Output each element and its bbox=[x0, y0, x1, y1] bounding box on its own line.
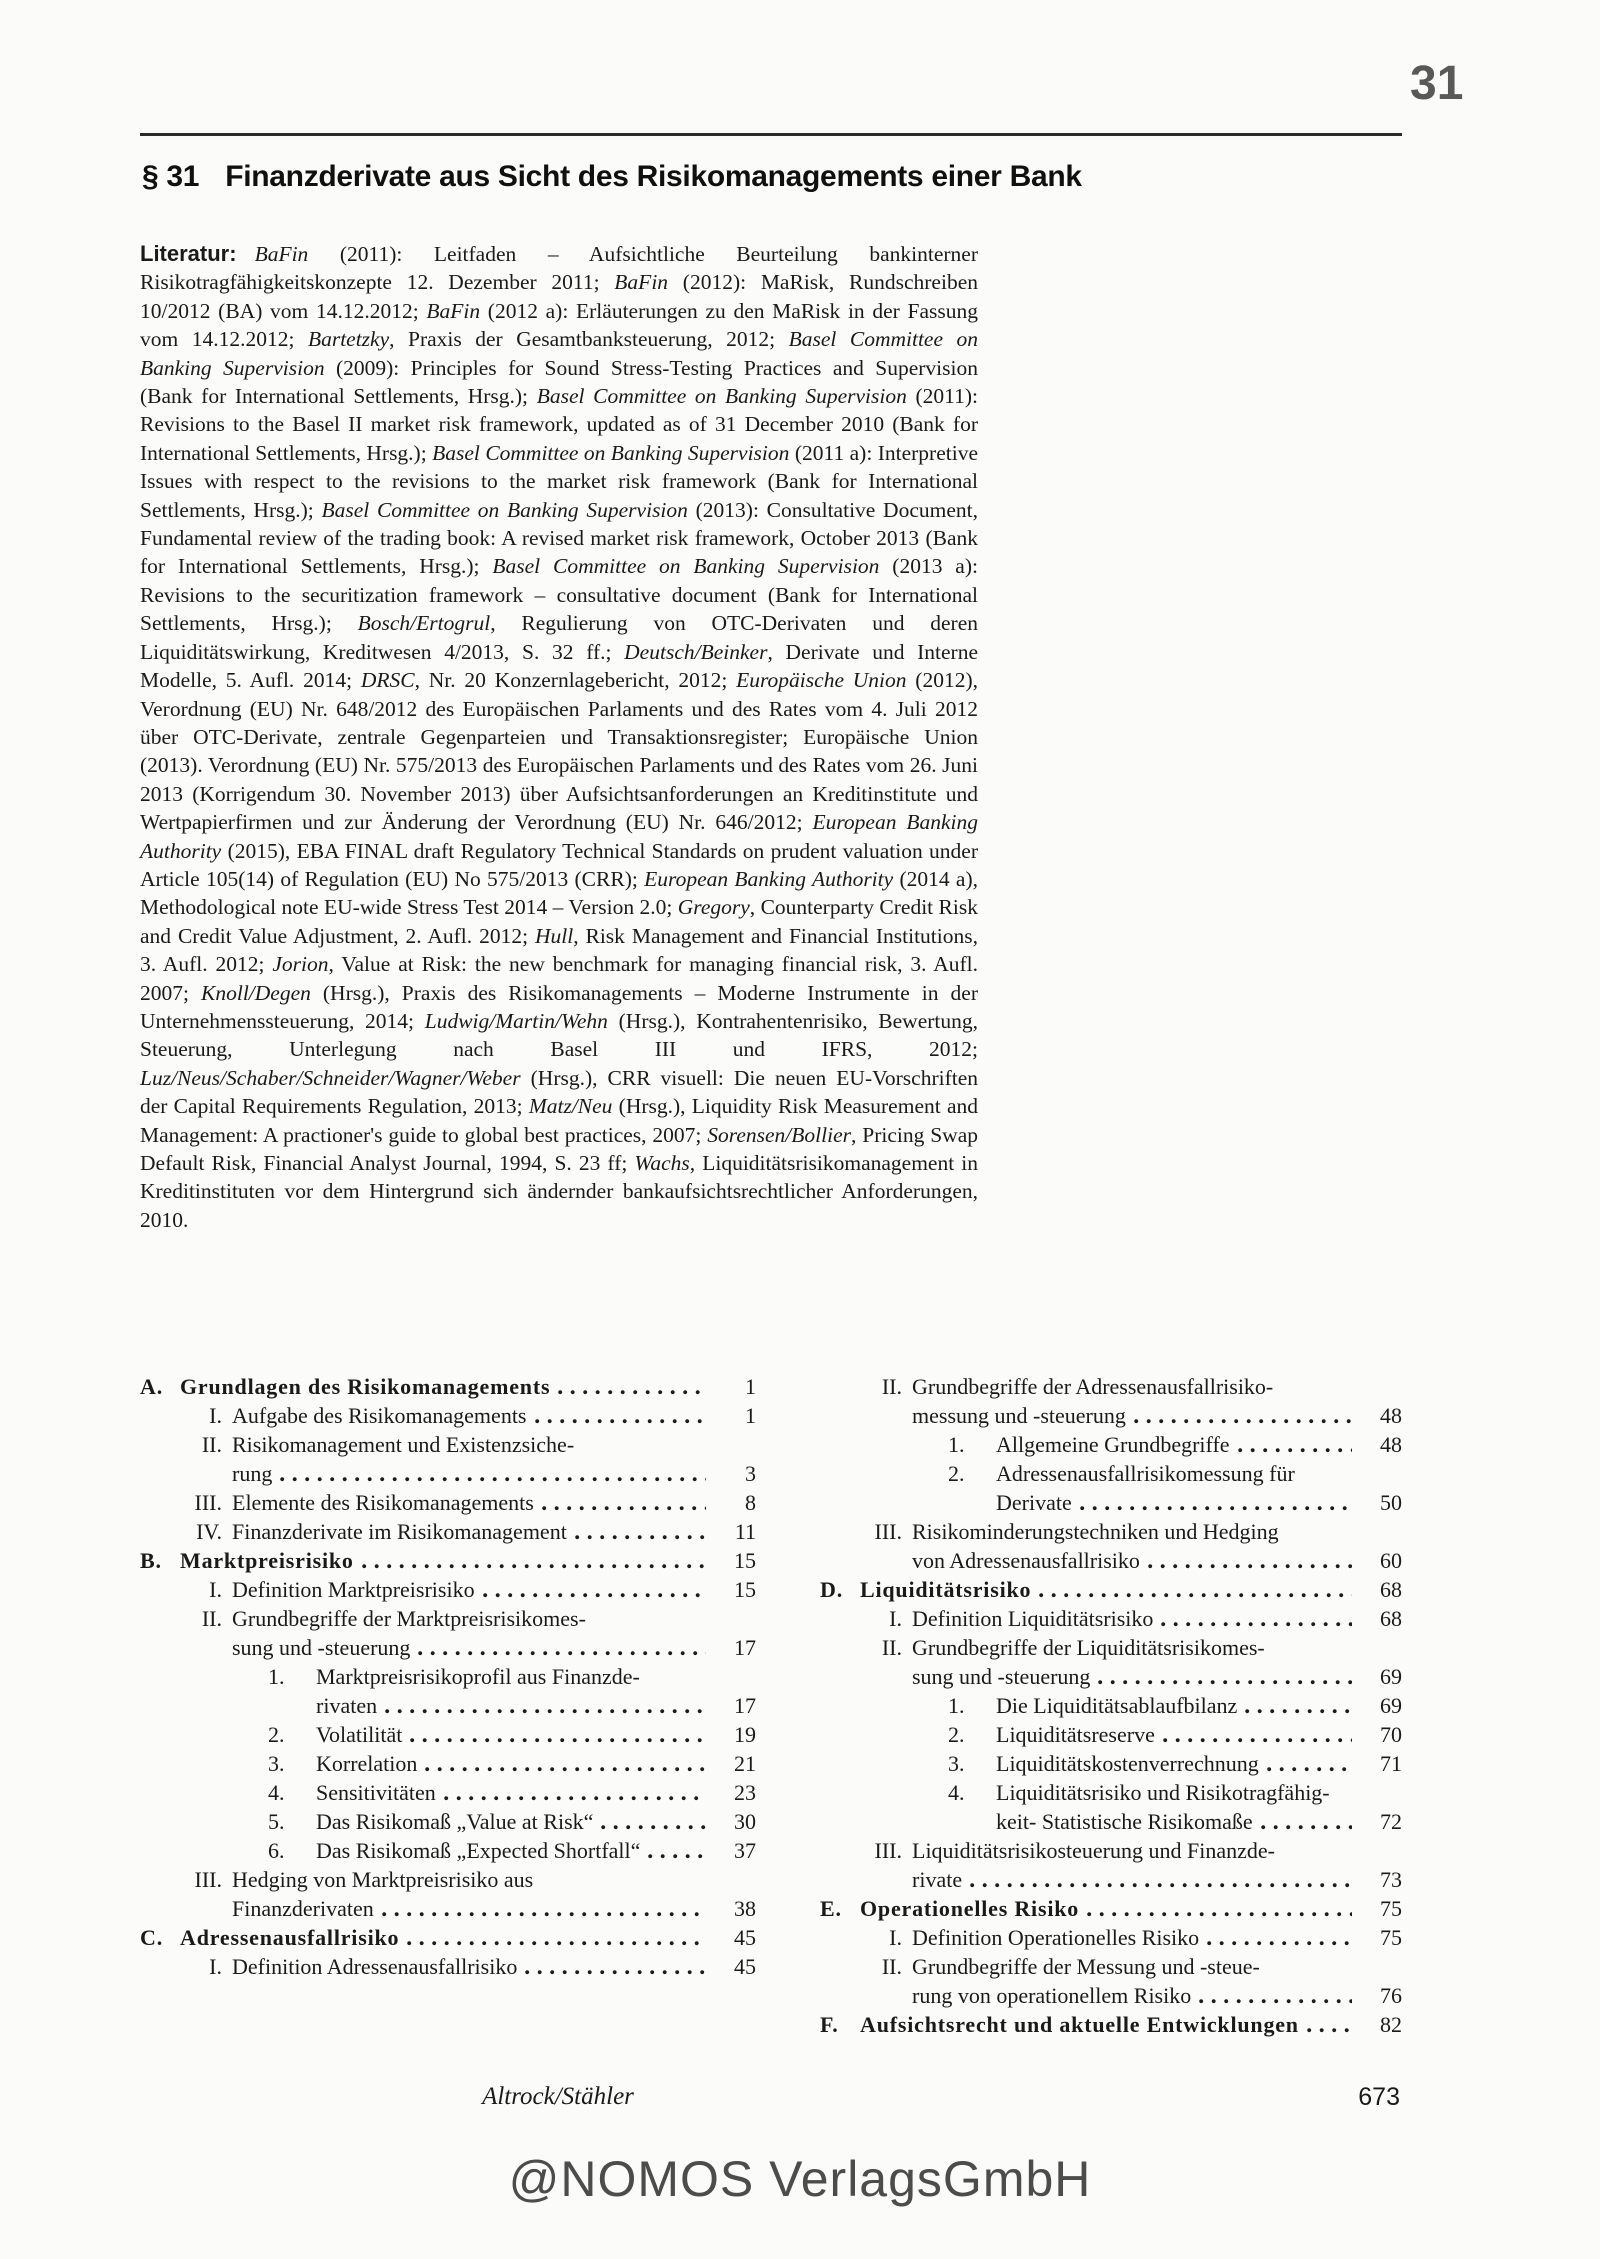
literature-segment: , Value at Risk: the new benchmark for managing financial risk, 3. Aufl. 2007; bbox=[140, 952, 978, 1005]
toc-line bbox=[820, 1894, 1402, 1923]
literature-segment: (2011 a): Interpretive Issues with respect to the revisions to the market risk framework (Bank for International Settlements, Hrsg.); bbox=[140, 440, 978, 522]
toc-entry bbox=[820, 2010, 1402, 2039]
literature-segment: Bartetzky bbox=[307, 327, 390, 352]
literature-segment: , Regulierung von OTC-Derivaten und deren Liquiditätswirkung, Kreditwesen 4/2013, S. 32 ff.; bbox=[140, 611, 978, 664]
literature-segment: Basel Committee on Banking Supervision bbox=[492, 554, 880, 579]
toc-leader-dots bbox=[379, 1691, 708, 1720]
toc-page-number: 60 bbox=[1380, 1548, 1402, 1573]
toc-leader-dots bbox=[1142, 1546, 1354, 1575]
toc-label: rung bbox=[232, 1461, 273, 1486]
toc-entry bbox=[820, 1633, 1402, 1691]
toc-marker: 6. bbox=[268, 1838, 285, 1863]
toc-marker: A. bbox=[140, 1374, 163, 1399]
toc-line bbox=[140, 1691, 756, 1720]
toc-leader-dots bbox=[519, 1952, 708, 1981]
toc-page-number: 21 bbox=[734, 1751, 756, 1776]
toc-marker bbox=[820, 1662, 912, 1691]
toc-leader-dots bbox=[356, 1546, 708, 1575]
table-of-contents bbox=[140, 1372, 1402, 2039]
literature-label: Literatur: bbox=[140, 241, 237, 266]
toc-marker: D. bbox=[820, 1577, 843, 1602]
toc-leader-dots bbox=[1155, 1604, 1354, 1633]
toc-marker: I. bbox=[209, 1577, 222, 1602]
toc-left-column bbox=[140, 1372, 756, 2039]
toc-label: Marktpreisrisiko bbox=[180, 1548, 354, 1573]
toc-entry bbox=[820, 1836, 1402, 1894]
toc-line bbox=[140, 1459, 756, 1488]
toc-line bbox=[820, 1778, 1402, 1807]
toc-line bbox=[820, 1691, 1402, 1720]
toc-entry bbox=[140, 1546, 756, 1575]
literature-segment: (Hrsg.), Kontrahentenrisiko, Bewertung, Steuerung, Unterlegung nach Basel III und IFRS, 2012; bbox=[140, 1008, 979, 1062]
toc-entry bbox=[820, 1372, 1402, 1430]
toc-label: messung und -steuerung bbox=[912, 1403, 1126, 1428]
toc-entry bbox=[820, 1430, 1402, 1459]
toc-label: Risikominderungstechniken und Hedging bbox=[912, 1519, 1279, 1544]
literature-segment: (2012), Verordnung (EU) Nr. 648/2012 des Europäischen Parlaments und des Rates vom 4. Juli 2012 über OTC-Derivate, zentrale Gegenparteien und Transaktionsregister; Europäische Union (2013). Verordnung (EU) Nr. 575/2013 des Europäischen Parlaments und des Rates vom 26. Juni 2013 (Korrigendum 30. November 2013) über Aufsichtsanforderungen an Kreditinstitute und Wertpapierfirmen und zur Änderung der Verordnung (EU) Nr. 646/2012; bbox=[140, 668, 978, 835]
toc-line bbox=[820, 1865, 1402, 1894]
toc-marker: 4. bbox=[268, 1780, 285, 1805]
toc-line bbox=[820, 1401, 1402, 1430]
toc-label: Liquiditätskostenverrechnung bbox=[996, 1751, 1259, 1776]
toc-leader-dots bbox=[569, 1517, 708, 1546]
toc-label: Marktpreisrisikoprofil aus Finanzde- bbox=[316, 1664, 640, 1689]
toc-leader-dots bbox=[1261, 1749, 1354, 1778]
literature-segment: BaFin bbox=[614, 270, 669, 295]
toc-label: Liquiditätsrisiko bbox=[860, 1577, 1032, 1602]
toc-line bbox=[820, 1517, 1402, 1546]
footer-authors: Altrock/Stähler bbox=[482, 2083, 634, 2110]
toc-label: Definition Marktpreisrisiko bbox=[232, 1577, 475, 1602]
toc-leader-dots bbox=[1092, 1662, 1354, 1691]
toc-marker: I. bbox=[209, 1954, 222, 1979]
toc-label: Das Risikomaß „Expected Shortfall“ bbox=[316, 1838, 641, 1863]
toc-right-column bbox=[820, 1372, 1402, 2039]
toc-line bbox=[820, 1836, 1402, 1865]
toc-marker: 3. bbox=[268, 1751, 285, 1776]
literature-segment: , Liquiditätsrisikomanagement in Kreditinstituten vor dem Hintergrund sich ändernder bankaufsichtsrechtlicher Anforderungen, 2010. bbox=[140, 1151, 978, 1232]
toc-line bbox=[140, 1430, 756, 1459]
literature-segment: European Banking Authority bbox=[644, 866, 894, 891]
toc-entry bbox=[820, 1575, 1402, 1604]
toc-leader-dots bbox=[1081, 1894, 1354, 1923]
toc-marker bbox=[268, 1691, 316, 1720]
toc-entry bbox=[820, 1894, 1402, 1923]
toc-page-number: 50 bbox=[1380, 1490, 1402, 1515]
toc-line bbox=[820, 1749, 1402, 1778]
toc-entry bbox=[820, 1778, 1402, 1836]
toc-page-number: 23 bbox=[734, 1780, 756, 1805]
toc-line bbox=[820, 1662, 1402, 1691]
toc-line bbox=[820, 1952, 1402, 1981]
toc-leader-dots bbox=[1232, 1430, 1354, 1459]
toc-label: Definition Operationelles Risiko bbox=[912, 1925, 1200, 1950]
toc-label: Aufgabe des Risikomanagements bbox=[232, 1403, 527, 1428]
toc-entry bbox=[140, 1778, 756, 1807]
toc-marker: III. bbox=[194, 1867, 222, 1892]
literature-segment: (2013): Consultative Document, Fundamental review of the trading book: A revised market risk framework, October 2013 (Bank for International Settlements, Hrsg.); bbox=[140, 497, 978, 579]
toc-marker: F. bbox=[820, 2012, 839, 2037]
toc-marker: 2. bbox=[948, 1722, 965, 1747]
toc-line bbox=[820, 1546, 1402, 1575]
toc-label: Liquiditätsreserve bbox=[996, 1722, 1155, 1747]
literature-segment: Europäische Union bbox=[736, 668, 907, 693]
literature-segment: Wachs bbox=[634, 1151, 690, 1175]
toc-line bbox=[140, 1807, 756, 1836]
toc-entry bbox=[820, 1923, 1402, 1952]
literature-segment: (Hrsg.), Liquidity Risk Measurement and Management: A practioner's guide to global best practices, 2007; bbox=[140, 1094, 978, 1147]
literature-segment: (2011): Revisions to the Basel II market risk framework, updated as of 31 December 2010 (Bank for International Settlements, Hrsg.); bbox=[140, 384, 978, 465]
literature-segment: (Hrsg.), CRR visuell: Die neuen EU-Vorschriften der Capital Requirements Regulation, 2013; bbox=[140, 1065, 978, 1119]
toc-page-number: 73 bbox=[1380, 1867, 1402, 1892]
toc-leader-dots bbox=[1128, 1401, 1354, 1430]
toc-label: Risikomanagement und Existenzsiche- bbox=[232, 1432, 575, 1457]
toc-label: von Adressenausfallrisiko bbox=[912, 1548, 1140, 1573]
toc-page-number: 38 bbox=[734, 1896, 756, 1921]
toc-line bbox=[820, 1981, 1402, 2010]
toc-entry bbox=[820, 1604, 1402, 1633]
toc-label: Allgemeine Grundbegriffe bbox=[996, 1432, 1230, 1457]
toc-leader-dots bbox=[595, 1807, 708, 1836]
toc-line bbox=[140, 1865, 756, 1894]
toc-line bbox=[820, 1372, 1402, 1401]
toc-label: Grundbegriffe der Adressenausfallrisiko- bbox=[912, 1374, 1274, 1399]
toc-leader-dots bbox=[642, 1836, 708, 1865]
literature-segment: BaFin bbox=[426, 298, 481, 323]
toc-line bbox=[140, 1662, 756, 1691]
literature-segment: Ludwig/Martin/Wehn bbox=[424, 1008, 608, 1033]
section-mark: § 31 bbox=[142, 160, 200, 193]
toc-marker bbox=[948, 1488, 996, 1517]
literature-segment: DRSC bbox=[360, 668, 415, 693]
toc-marker bbox=[820, 1546, 912, 1575]
literature-segment: , Praxis der Gesamtbanksteuerung, 2012; bbox=[389, 327, 789, 352]
toc-label: Grundlagen des Risikomanagements bbox=[180, 1374, 551, 1399]
toc-line bbox=[140, 1633, 756, 1662]
toc-label: Hedging von Marktpreisrisiko aus bbox=[232, 1867, 534, 1892]
toc-line bbox=[140, 1749, 756, 1778]
toc-label: Finanzderivate im Risikomanagement bbox=[232, 1519, 567, 1544]
toc-label: Aufsichtsrecht und aktuelle Entwicklungen bbox=[860, 2012, 1299, 2037]
toc-marker: C. bbox=[140, 1925, 163, 1950]
toc-page-number: 11 bbox=[734, 1519, 756, 1544]
toc-entry bbox=[820, 1459, 1402, 1517]
toc-line bbox=[820, 1807, 1402, 1836]
toc-entry bbox=[140, 1662, 756, 1720]
toc-marker: II. bbox=[201, 1606, 222, 1631]
toc-label: Elemente des Risikomanagements bbox=[232, 1490, 534, 1515]
toc-page-number: 1 bbox=[745, 1374, 756, 1399]
section-title: Finanzderivate aus Sicht des Risikomanagements einer Bank bbox=[225, 160, 1082, 193]
toc-line bbox=[140, 1401, 756, 1430]
toc-line bbox=[140, 1952, 756, 1981]
toc-marker: II. bbox=[881, 1954, 902, 1979]
toc-line bbox=[140, 1894, 756, 1923]
toc-entry bbox=[140, 1923, 756, 1952]
toc-page-number: 69 bbox=[1380, 1664, 1402, 1689]
toc-line bbox=[820, 1430, 1402, 1459]
toc-page-number: 76 bbox=[1380, 1983, 1402, 2008]
literature-segment: , Derivate und Interne Modelle, 5. Aufl. 2014; bbox=[140, 639, 978, 693]
toc-label: keit- Statistische Risikomaße bbox=[996, 1809, 1253, 1834]
literature-segment: (2012): MaRisk, Rundschreiben 10/2012 (BA) vom 14.12.2012; bbox=[140, 270, 978, 323]
literature-segment: (2011): Leitfaden – Aufsichtliche Beurteilung bankinterner Risikotragfähigkeitskonzepte 12. Dezember 2011; bbox=[140, 242, 978, 295]
toc-marker: II. bbox=[881, 1374, 902, 1399]
toc-line bbox=[140, 1546, 756, 1575]
toc-marker: II. bbox=[201, 1432, 222, 1457]
toc-marker: II. bbox=[881, 1635, 902, 1660]
toc-line bbox=[820, 1575, 1402, 1604]
literature-segment: , Counterparty Credit Risk and Credit Value Adjustment, 2. Aufl. 2012; bbox=[140, 895, 978, 948]
literature-segment: , Pricing Swap Default Risk, Financial Analyst Journal, 1994, S. 23 ff; bbox=[140, 1122, 978, 1175]
toc-marker: 5. bbox=[268, 1809, 285, 1834]
toc-entry bbox=[140, 1952, 756, 1981]
literature-segment: Basel Committee on Banking Supervision bbox=[432, 440, 790, 465]
toc-marker: 1. bbox=[948, 1693, 965, 1718]
literature-segment: Basel Committee on Banking Supervision bbox=[536, 384, 907, 409]
literature-segment: BaFin bbox=[254, 242, 309, 266]
toc-leader-dots bbox=[376, 1894, 708, 1923]
toc-leader-dots bbox=[401, 1923, 708, 1952]
toc-line bbox=[140, 1372, 756, 1401]
toc-entry bbox=[140, 1401, 756, 1430]
toc-entry bbox=[140, 1836, 756, 1865]
toc-label: rivate bbox=[912, 1867, 963, 1892]
toc-page-number: 75 bbox=[1380, 1896, 1402, 1921]
toc-page-number: 71 bbox=[1380, 1751, 1402, 1776]
toc-line bbox=[820, 1720, 1402, 1749]
toc-marker: III. bbox=[194, 1490, 222, 1515]
toc-marker: III. bbox=[874, 1838, 902, 1863]
toc-marker: 1. bbox=[948, 1432, 965, 1457]
literature-segment: (2015), EBA FINAL draft Regulatory Technical Standards on prudent valuation under Article 105(14) of Regulation (EU) No 575/2013 (CRR); bbox=[140, 838, 978, 891]
toc-page-number: 75 bbox=[1380, 1925, 1402, 1950]
literature-segment: Matz/Neu bbox=[528, 1094, 613, 1119]
toc-entry bbox=[820, 1749, 1402, 1778]
toc-page-number: 37 bbox=[734, 1838, 756, 1863]
literature-segment: Bosch/Ertogrul bbox=[357, 611, 491, 636]
toc-page-number: 69 bbox=[1380, 1693, 1402, 1718]
toc-page-number: 45 bbox=[734, 1925, 756, 1950]
toc-leader-dots bbox=[404, 1720, 708, 1749]
toc-label: sung und -steuerung bbox=[912, 1664, 1091, 1689]
toc-label: Definition Liquiditätsrisiko bbox=[912, 1606, 1154, 1631]
toc-leader-dots bbox=[529, 1401, 709, 1430]
footer-page-number: 673 bbox=[1358, 2083, 1400, 2111]
toc-marker: I. bbox=[209, 1403, 222, 1428]
toc-page-number: 15 bbox=[734, 1548, 756, 1573]
toc-leader-dots bbox=[1074, 1488, 1354, 1517]
toc-marker: I. bbox=[889, 1606, 902, 1631]
toc-label: Sensitivitäten bbox=[316, 1780, 436, 1805]
toc-leader-dots bbox=[536, 1488, 708, 1517]
toc-entry bbox=[140, 1720, 756, 1749]
toc-page-number: 68 bbox=[1380, 1606, 1402, 1631]
toc-page-number: 17 bbox=[734, 1635, 756, 1660]
toc-marker: 4. bbox=[948, 1780, 965, 1805]
toc-entry bbox=[140, 1749, 756, 1778]
toc-marker: E. bbox=[820, 1896, 842, 1921]
toc-label: Korrelation bbox=[316, 1751, 418, 1776]
toc-page-number: 8 bbox=[745, 1490, 756, 1515]
toc-line bbox=[140, 1488, 756, 1517]
toc-page-number: 70 bbox=[1380, 1722, 1402, 1747]
toc-entry bbox=[820, 1720, 1402, 1749]
literature-segment: Gregory bbox=[677, 895, 750, 920]
toc-leader-dots bbox=[1255, 1807, 1354, 1836]
literature-segment: (2014 a), Methodological note EU-wide Stress Test 2014 – Version 2.0; bbox=[140, 866, 978, 920]
toc-line bbox=[820, 1604, 1402, 1633]
toc-leader-dots bbox=[412, 1633, 708, 1662]
toc-label: Grundbegriffe der Liquiditätsrisikomes- bbox=[912, 1635, 1265, 1660]
literature-segment: European Banking Authority bbox=[140, 810, 978, 863]
literature-segment: (2012 a): Erläuterungen zu den MaRisk in der Fassung vom 14.12.2012; bbox=[140, 298, 978, 352]
toc-page-number: 48 bbox=[1380, 1403, 1402, 1428]
toc-entry bbox=[140, 1517, 756, 1546]
toc-marker bbox=[820, 1865, 912, 1894]
toc-leader-dots bbox=[1201, 1923, 1354, 1952]
toc-entry bbox=[140, 1807, 756, 1836]
toc-label: sung und -steuerung bbox=[232, 1635, 411, 1660]
toc-label: Grundbegriffe der Marktpreisrisikomes- bbox=[232, 1606, 586, 1631]
toc-line bbox=[820, 2010, 1402, 2039]
toc-marker bbox=[140, 1459, 232, 1488]
toc-label: Liquiditätsrisiko und Risikotragfähig- bbox=[996, 1780, 1330, 1805]
literature-paragraph bbox=[140, 240, 978, 1234]
toc-entry bbox=[140, 1488, 756, 1517]
literature-segment: Basel Committee on Banking Supervision bbox=[321, 497, 688, 522]
toc-marker: IV. bbox=[196, 1519, 222, 1544]
toc-line bbox=[140, 1923, 756, 1952]
toc-page-number: 82 bbox=[1380, 2012, 1402, 2037]
toc-leader-dots bbox=[1033, 1575, 1354, 1604]
literature-text bbox=[140, 242, 978, 1232]
toc-label: Finanzderivaten bbox=[232, 1896, 374, 1921]
toc-marker bbox=[140, 1633, 232, 1662]
toc-label: rung von operationellem Risiko bbox=[912, 1983, 1192, 2008]
literature-segment: Knoll/Degen bbox=[201, 980, 311, 1005]
toc-label: Liquiditätsrisikosteuerung und Finanzde- bbox=[912, 1838, 1275, 1863]
toc-leader-dots bbox=[1193, 1981, 1354, 2010]
toc-page-number: 68 bbox=[1380, 1577, 1402, 1602]
toc-label: Die Liquiditätsablaufbilanz bbox=[996, 1693, 1238, 1718]
toc-label: Definition Adressenausfallrisiko bbox=[232, 1954, 518, 1979]
toc-leader-dots bbox=[477, 1575, 708, 1604]
toc-marker: 2. bbox=[268, 1722, 285, 1747]
literature-segment: , Risk Management and Financial Institutions, 3. Aufl. 2012; bbox=[140, 923, 978, 977]
toc-entry bbox=[140, 1865, 756, 1923]
publisher-watermark: @NOMOS VerlagsGmbH bbox=[508, 2151, 1092, 2207]
toc-line bbox=[820, 1633, 1402, 1662]
toc-line bbox=[140, 1778, 756, 1807]
toc-page-number: 45 bbox=[734, 1954, 756, 1979]
toc-entry bbox=[140, 1604, 756, 1662]
toc-label: Volatilität bbox=[316, 1722, 403, 1747]
literature-segment: Deutsch/Beinker bbox=[624, 639, 768, 664]
toc-leader-dots bbox=[964, 1865, 1354, 1894]
section-heading bbox=[142, 158, 1082, 196]
toc-entry bbox=[140, 1430, 756, 1488]
toc-line bbox=[820, 1488, 1402, 1517]
toc-leader-dots bbox=[1157, 1720, 1354, 1749]
toc-page-number: 1 bbox=[745, 1403, 756, 1428]
toc-label: Operationelles Risiko bbox=[860, 1896, 1080, 1921]
toc-marker bbox=[948, 1807, 996, 1836]
toc-leader-dots bbox=[438, 1778, 708, 1807]
toc-line bbox=[140, 1720, 756, 1749]
toc-label: rivaten bbox=[316, 1693, 378, 1718]
literature-segment: (Hrsg.), Praxis des Risikomanagements – Moderne Instrumente in der Unternehmenssteuerung, 2014; bbox=[140, 980, 978, 1033]
toc-entry bbox=[820, 1691, 1402, 1720]
literature-segment: , Nr. 20 Konzernlagebericht, 2012; bbox=[414, 668, 737, 693]
toc-line bbox=[820, 1459, 1402, 1488]
toc-line bbox=[140, 1517, 756, 1546]
toc-marker: B. bbox=[140, 1548, 162, 1573]
header-rule bbox=[140, 133, 1402, 136]
toc-entry bbox=[820, 1517, 1402, 1575]
toc-label: Adressenausfallrisikomessung für bbox=[996, 1461, 1295, 1486]
literature-segment: Luz/Neus/Schaber/Schneider/Wagner/Weber bbox=[140, 1065, 521, 1090]
toc-line bbox=[140, 1836, 756, 1865]
toc-page-number: 17 bbox=[734, 1693, 756, 1718]
toc-marker: 1. bbox=[268, 1664, 285, 1689]
literature-segment: Basel Committee on Banking Supervision bbox=[140, 327, 978, 380]
literature-segment: (2009): Principles for Sound Stress-Testing Practices and Supervision (Bank for International Settlements, Hrsg.); bbox=[140, 355, 978, 409]
toc-line bbox=[820, 1923, 1402, 1952]
toc-leader-dots bbox=[419, 1749, 708, 1778]
toc-leader-dots bbox=[552, 1372, 708, 1401]
literature-segment: Hull bbox=[534, 923, 574, 948]
toc-leader-dots bbox=[1239, 1691, 1354, 1720]
toc-page-number: 3 bbox=[745, 1461, 756, 1486]
toc-page-number: 15 bbox=[734, 1577, 756, 1602]
toc-page-number: 19 bbox=[734, 1722, 756, 1747]
literature-segment: (2013 a): Revisions to the securitization framework – consultative document (Bank for International Settlements, Hrsg.); bbox=[140, 554, 978, 636]
toc-page-number: 48 bbox=[1380, 1432, 1402, 1457]
toc-label: Derivate bbox=[996, 1490, 1072, 1515]
toc-marker bbox=[820, 1981, 912, 2010]
toc-entry bbox=[820, 1952, 1402, 2010]
literature-segment: Jorion bbox=[272, 952, 329, 977]
toc-page-number: 30 bbox=[734, 1809, 756, 1834]
toc-line bbox=[140, 1604, 756, 1633]
toc-marker: 2. bbox=[948, 1461, 965, 1486]
page-header-number: 31 bbox=[1410, 57, 1464, 110]
toc-entry bbox=[140, 1372, 756, 1401]
toc-marker bbox=[140, 1894, 232, 1923]
toc-line bbox=[140, 1575, 756, 1604]
toc-marker: I. bbox=[889, 1925, 902, 1950]
toc-label: Grundbegriffe der Messung und -steue- bbox=[912, 1954, 1260, 1979]
literature-segment: Sorensen/Bollier bbox=[707, 1122, 851, 1147]
toc-label: Das Risikomaß „Value at Risk“ bbox=[316, 1809, 594, 1834]
toc-label: Adressenausfallrisiko bbox=[180, 1925, 400, 1950]
toc-marker bbox=[820, 1401, 912, 1430]
toc-page-number: 72 bbox=[1380, 1809, 1402, 1834]
toc-leader-dots bbox=[274, 1459, 708, 1488]
toc-marker: 3. bbox=[948, 1751, 965, 1776]
toc-leader-dots bbox=[1301, 2010, 1354, 2039]
toc-marker: III. bbox=[874, 1519, 902, 1544]
toc-entry bbox=[140, 1575, 756, 1604]
